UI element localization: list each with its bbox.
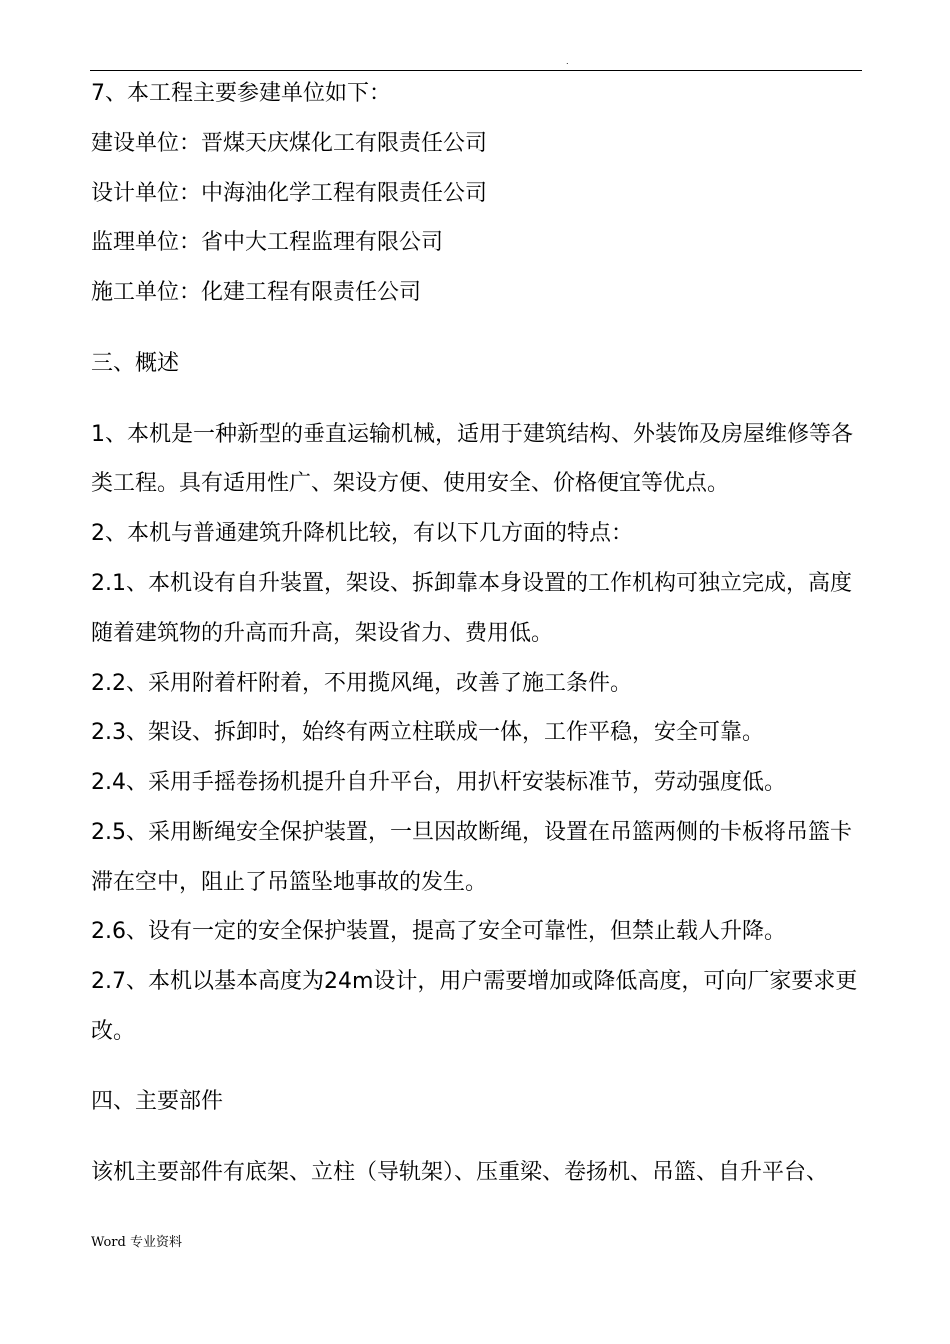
text-line: 2.5、采用断绳安全保护装置，一旦因故断绳，设置在吊篮两侧的卡板将吊篮卡 [91, 820, 852, 845]
text-line: 随着建筑物的升高而升高，架设省力、费用低。 [91, 621, 554, 646]
text-line: 1、本机是一种新型的垂直运输机械，适用于建筑结构、外装饰及房屋维修等各 [91, 422, 853, 447]
text-line: 设计单位：中海油化学工程有限责任公司 [91, 181, 488, 206]
header-mark: . [566, 57, 569, 66]
text-line: 监理单位：省中大工程监理有限公司 [91, 230, 444, 255]
header-rule [90, 70, 862, 71]
text-line: 2.3、架设、拆卸时，始终有两立柱联成一体，工作平稳，安全可靠。 [91, 720, 764, 745]
text-line: 2.1、本机设有自升装置，架设、拆卸靠本身设置的工作机构可独立完成，高度 [91, 571, 852, 596]
text-line: 类工程。具有适用性广、架设方便、使用安全、价格便宜等优点。 [91, 471, 730, 496]
section-heading: 三、概述 [91, 351, 180, 376]
text-line: 2.2、采用附着杆附着，不用揽风绳，改善了施工条件。 [91, 671, 632, 696]
text-line: 滞在空中，阻止了吊篮坠地事故的发生。 [91, 870, 488, 895]
footer-label: Word 专业资料 [91, 1235, 182, 1250]
text-line: 2.4、采用手摇卷扬机提升自升平台，用扒杆安装标准节，劳动强度低。 [91, 770, 786, 795]
text-line: 7、本工程主要参建单位如下： [91, 81, 391, 106]
text-line: 改。 [91, 1019, 136, 1044]
text-line: 2.6、设有一定的安全保护装置，提高了安全可靠性，但禁止载人升降。 [91, 919, 786, 944]
text-line: 该机主要部件有底架、立柱（导轨架）、压重梁、卷扬机、吊篮、自升平台、 [91, 1160, 829, 1185]
text-line: 2.7、本机以基本高度为24m设计，用户需要增加或降低高度，可向厂家要求更 [91, 969, 858, 994]
text-line: 施工单位：化建工程有限责任公司 [91, 280, 422, 305]
text-line: 2、本机与普通建筑升降机比较，有以下几方面的特点： [91, 521, 633, 546]
section-heading: 四、主要部件 [91, 1089, 224, 1114]
text-line: 建设单位：晋煤天庆煤化工有限责任公司 [91, 131, 488, 156]
